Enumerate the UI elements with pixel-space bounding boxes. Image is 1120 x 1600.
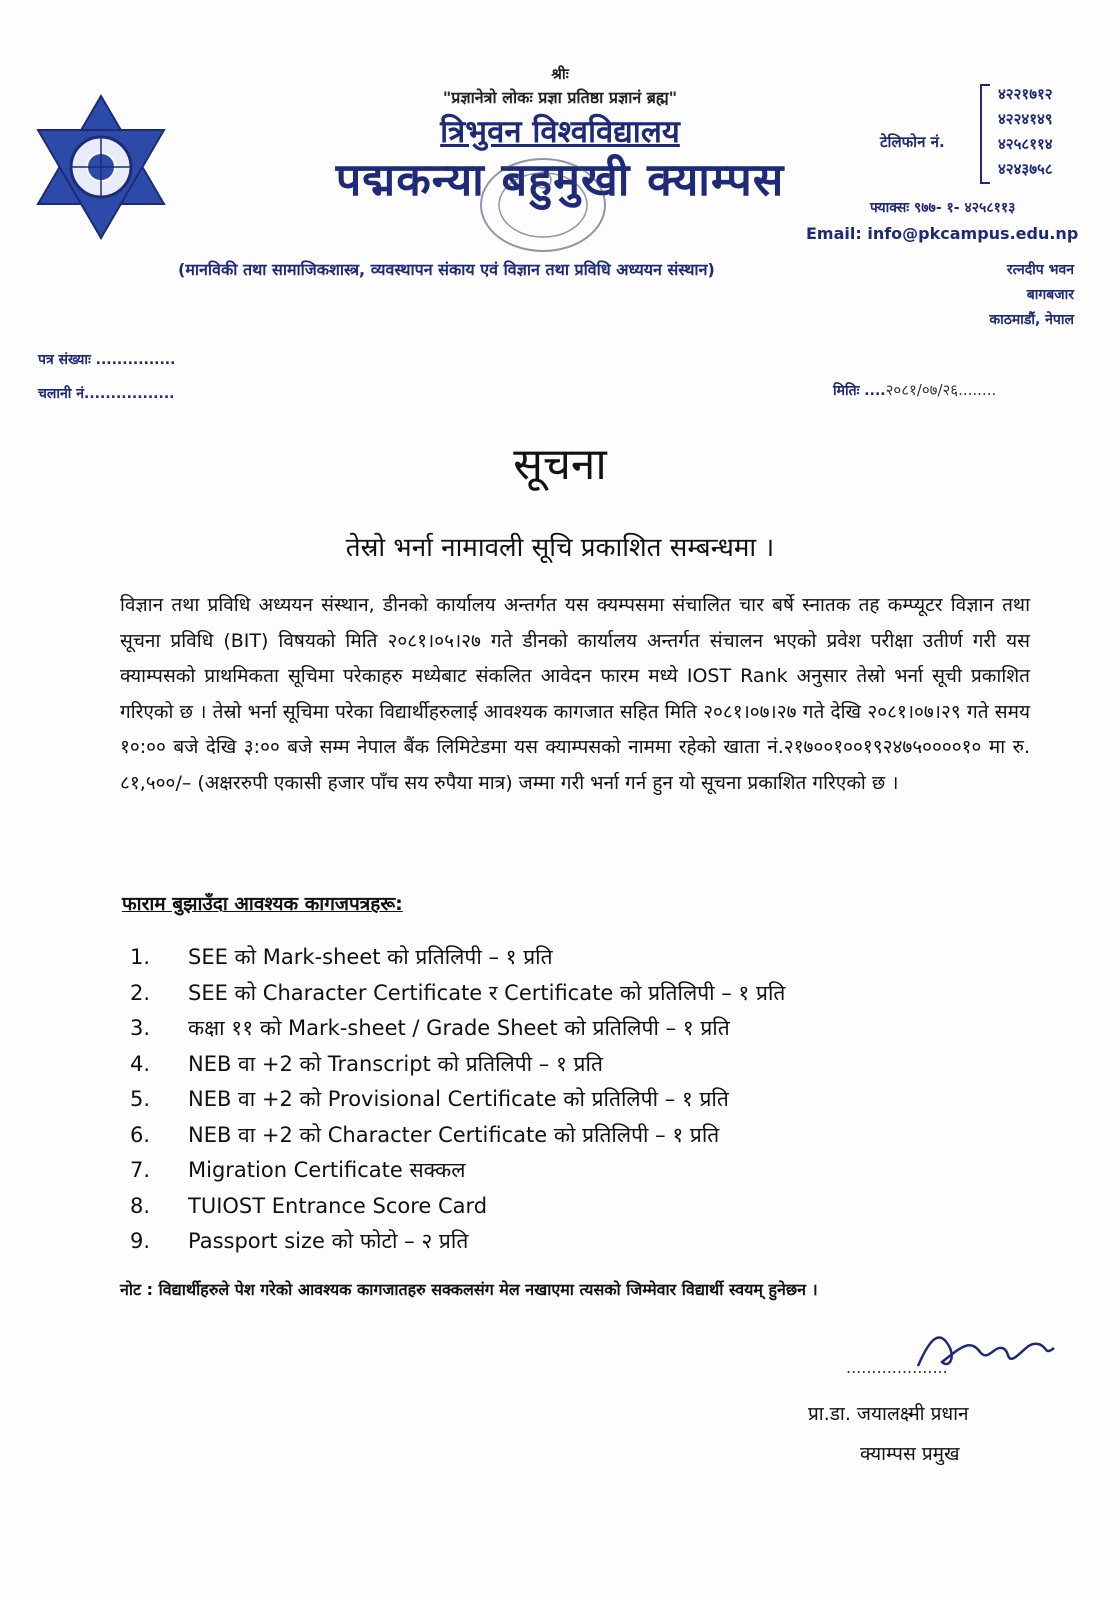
- list-item: [130, 1082, 785, 1118]
- list-text: NEB वा +2 को Transcript को प्रतिलिपी – १ प्रति: [188, 1051, 603, 1076]
- phone-number: ४२२१७१२: [998, 85, 1053, 103]
- list-item: [130, 1189, 785, 1225]
- date-value: २०८१/०७/२६........: [885, 381, 997, 399]
- dispatch-number-field: चलानी नं.................: [38, 386, 175, 402]
- notice-body: विज्ञान तथा प्रविधि अध्ययन संस्थान, डीनको कार्यालय अन्तर्गत यस क्यम्पसमा संचालित चार बर्षे स्नातक तह कम्प्यूटर विज्ञान तथा सूचना प्रविधि (BIT) विषयको मिति २०८१।०५।२७ गते डीनको कार्यालय अन्तर्गत संचालन भएको प्रवेश परीक्षा उतीर्ण गरी यस क्याम्पसको प्राथमिकता सूचिमा परेकाहरु मध्येबाट संकलित आवेदन फारम मध्ये IOST Rank अनुसार तेस्रो भर्ना सूची प्रकाशित गरिएको छ । तेस्रो भर्ना सूचिमा परेका विद्यार्थीहरुलाई आवश्यक कागजात सहित मिति २०८१।०७।२७ गते देखि २०८१।०७।२९ गते समय १०:०० बजे देखि ३:०० बजे सम्म नेपाल बैंक लिमिटेडमा यस क्याम्पसको नाममा रहेको खाता नं.२१७००१००१९२४७५००००१० मा रु. ८१,५००/– (अक्षररुपी एकासी हजार पाँच सय रुपैया मात्र) जम्मा गरी भर्ना गर्न हुन यो सूचना प्रकाशित गरिएको छ ।: [120, 594, 1030, 794]
- phone-number: ४२५८११४: [998, 135, 1053, 153]
- fax-number: फ्याक्सः ९७७- १- ४२५८११३: [870, 200, 1016, 216]
- list-text: SEE को Mark-sheet को प्रतिलिपी – १ प्रति: [188, 945, 553, 969]
- documents-list: [130, 940, 785, 1260]
- faculties-line: (मानविकी तथा सामाजिकशास्त्र, व्यवस्थापन संकाय एवं विज्ञान तथा प्रविधि अध्ययन संस्थान): [178, 260, 715, 279]
- campus-name: पद्मकन्या बहुमुखी क्याम्पस: [335, 153, 785, 206]
- note-text: नोट : विद्यार्थीहरुले पेश गरेको आवश्यक कागजातहरु सक्कलसंग मेल नखाएमा त्यसको जिम्मेवार विद्यार्थी स्वयम् हुनेछन ।: [120, 1280, 818, 1299]
- phone-label: टेलिफोन नं.: [880, 133, 945, 151]
- list-number: 9.: [130, 1229, 151, 1253]
- tribhuvan-university-logo: [30, 92, 172, 242]
- list-item: [130, 976, 785, 1012]
- shree-text: श्रीः: [551, 65, 569, 83]
- list-number: 2.: [130, 980, 151, 1005]
- letter-number-field: पत्र संख्याः ...............: [38, 352, 176, 368]
- date-label: मितिः ....: [833, 383, 886, 399]
- list-number: 4.: [130, 1051, 151, 1076]
- phone-number: ४२२४१४९: [998, 110, 1053, 128]
- list-item: [130, 1224, 785, 1260]
- list-text: Passport size को फोटो – २ प्रति: [188, 1229, 469, 1253]
- list-item: [130, 1011, 785, 1047]
- phone-number: ४२४३७५८: [998, 160, 1053, 178]
- university-seal-stamp: [468, 150, 618, 260]
- address-block: [989, 258, 1074, 333]
- list-text: कक्षा ११ को Mark-sheet / Grade Sheet को प्रतिलिपी – १ प्रति: [188, 1016, 730, 1040]
- list-item: [130, 1047, 785, 1083]
- signatory-title: क्याम्पस प्रमुख: [860, 1443, 960, 1465]
- list-text: Migration Certificate सक्कल: [188, 1158, 466, 1182]
- address-line: काठमाडौं, नेपाल: [989, 312, 1074, 328]
- list-text: SEE को Character Certificate र Certificate को प्रतिलिपी – १ प्रति: [188, 980, 786, 1005]
- motto: "प्रज्ञानेत्रो लोकः प्रज्ञा प्रतिष्ठा प्रज्ञानं ब्रह्म": [442, 88, 678, 107]
- list-text: TUIOST Entrance Score Card: [188, 1193, 488, 1218]
- list-number: 3.: [130, 1016, 151, 1040]
- address-line: बागबजार: [1026, 287, 1074, 303]
- notice-title: सूचना: [513, 439, 607, 490]
- list-number: 5.: [130, 1087, 151, 1111]
- signatory-name: प्रा.डा. जयालक्ष्मी प्रधान: [808, 1403, 969, 1425]
- list-item: [130, 940, 785, 976]
- list-number: 1.: [130, 945, 151, 969]
- phone-bracket: [980, 84, 990, 184]
- notice-subject: तेस्रो भर्ना नामावली सूचि प्रकाशित सम्बन्धमा ।: [345, 533, 775, 563]
- email-address: Email: info@pkcampus.edu.np: [806, 224, 1079, 243]
- address-line: रत्नदीप भवन: [1006, 262, 1074, 278]
- phone-list: [998, 82, 1053, 182]
- list-item: [130, 1153, 785, 1189]
- list-number: 7.: [130, 1158, 151, 1182]
- university-name: त्रिभुवन विश्वविद्यालय: [440, 114, 680, 150]
- list-number: 6.: [130, 1122, 151, 1147]
- list-text: NEB वा +2 को Character Certificate को प्रतिलिपी – १ प्रति: [188, 1122, 720, 1147]
- signature-dots: ....................: [846, 1358, 948, 1377]
- list-text: NEB वा +2 को Provisional Certificate को प्रतिलिपी – १ प्रति: [188, 1087, 729, 1111]
- documents-heading: फाराम बुझाउँदा आवश्यक कागजपत्रहरू:: [122, 893, 403, 915]
- list-number: 8.: [130, 1193, 151, 1218]
- list-item: [130, 1118, 785, 1154]
- date-field: [833, 380, 996, 400]
